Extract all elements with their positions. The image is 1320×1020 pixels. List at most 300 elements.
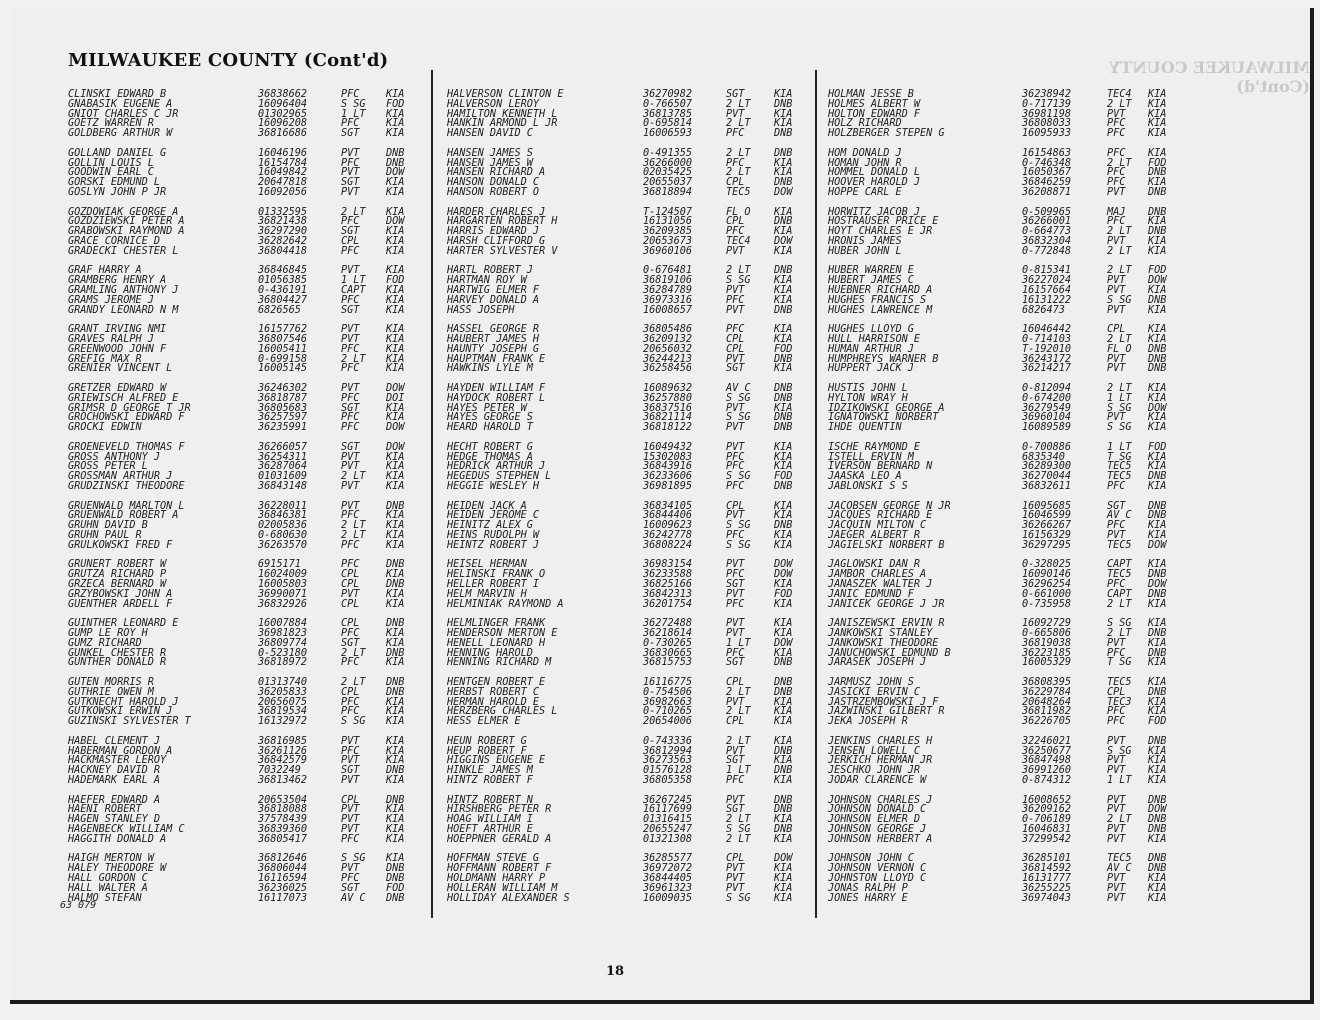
roster-rank: 2 LT (341, 647, 366, 659)
roster-name: HUBER JOHN L (828, 245, 902, 257)
roster-status: FOD (1148, 716, 1167, 728)
roster-status: KIA (774, 872, 793, 884)
roster-serial-number: 36258456 (643, 363, 693, 375)
roster-status: KIA (774, 284, 793, 296)
roster-name: JOHNSON DONALD C (828, 804, 927, 816)
roster-name: HALVERSON CLINTON E (447, 89, 564, 100)
roster-serial-number: 0-523180 (258, 647, 308, 659)
roster-rank: SGT (726, 755, 745, 767)
roster-status: KIA (386, 510, 405, 522)
roster-rank: AV C (1107, 510, 1132, 522)
roster-rank: PFC (1107, 480, 1126, 492)
roster-rank: CPL (341, 578, 360, 590)
roster-rank: 2 LT (1107, 627, 1132, 639)
roster-status: DNB (1148, 363, 1167, 375)
roster-rank: 1 LT (726, 637, 751, 649)
roster-serial-number: 36808395 (1022, 676, 1072, 688)
roster-group (828, 502, 1178, 561)
roster-status: KIA (774, 157, 793, 169)
roster-row (828, 423, 1178, 433)
roster-serial-number: 20655037 (643, 177, 693, 189)
roster-serial-number: 20653673 (643, 235, 693, 247)
roster-rank: AV C (1107, 863, 1132, 875)
roster-name: GRANT IRVING NMI (68, 324, 167, 336)
roster-group (447, 90, 809, 149)
roster-status: KIA (774, 500, 793, 512)
roster-rank: PFC (341, 157, 360, 169)
roster-rank: PVT (341, 500, 360, 512)
roster-row (828, 482, 1178, 492)
roster-row (68, 717, 418, 727)
roster-serial-number: 0-772848 (1022, 245, 1072, 257)
roster-name: JOHNSON CHARLES J (828, 794, 933, 806)
roster-serial-number: 16090146 (1022, 569, 1072, 581)
roster-status: DNB (774, 794, 793, 806)
roster-status: KIA (1148, 304, 1167, 316)
roster-rank: PVT (341, 186, 360, 198)
roster-serial-number: 36267245 (643, 794, 693, 806)
roster-serial-number: 36809774 (258, 637, 308, 649)
roster-serial-number: 36266001 (1022, 216, 1072, 228)
roster-rank: CPL (726, 177, 745, 189)
roster-serial-number: 36846845 (258, 265, 308, 277)
roster-status: DNB (1148, 647, 1167, 659)
roster-status: DNB (386, 676, 405, 688)
roster-serial-number: 01056385 (258, 275, 308, 287)
roster-status: DNB (774, 177, 793, 189)
roster-status: KIA (1148, 529, 1167, 541)
roster-group (68, 384, 418, 443)
roster-rank: TEC5 (1107, 471, 1132, 483)
roster-name: HORWITZ JACOB J (828, 206, 921, 218)
roster-row (828, 717, 1178, 727)
roster-name: GRAF HARRY A (68, 265, 142, 277)
roster-serial-number: 16046831 (1022, 823, 1072, 835)
roster-rank: 2 LT (1107, 157, 1132, 169)
roster-rank: TEC5 (1107, 676, 1132, 688)
roster-row (447, 600, 809, 610)
roster-rank: PVT (341, 333, 360, 345)
roster-rank: SGT (1107, 500, 1126, 512)
roster-rank: PVT (726, 745, 745, 757)
roster-serial-number: 36981198 (1022, 108, 1072, 120)
roster-rank: PVT (1107, 304, 1126, 316)
roster-group (447, 325, 809, 384)
roster-status: KIA (1148, 745, 1167, 757)
roster-rank: MAJ (1107, 206, 1126, 218)
roster-row (68, 541, 418, 551)
roster-status: KIA (774, 333, 793, 345)
roster-name: GROCHOWSKI EDWARD F (68, 412, 185, 424)
roster-serial-number: 36266267 (1022, 520, 1072, 532)
roster-group (828, 796, 1178, 855)
roster-serial-number: 36261126 (258, 745, 308, 757)
roster-rank: S SG (726, 539, 751, 551)
roster-serial-number: 36254311 (258, 451, 308, 463)
roster-name: GNIOT CHARLES C JR (68, 108, 179, 120)
roster-rank: 2 LT (726, 686, 751, 698)
roster-rank: S SG (726, 823, 751, 835)
roster-status: KIA (1148, 559, 1167, 571)
roster-status: DNB (774, 128, 793, 140)
roster-rank: PFC (726, 569, 745, 581)
roster-serial-number: 36806044 (258, 863, 308, 875)
roster-serial-number: 01313740 (258, 676, 308, 688)
roster-group (828, 737, 1178, 796)
roster-rank: PVT (1107, 892, 1126, 904)
roster-serial-number: 36285101 (1022, 853, 1072, 865)
roster-status: DNB (1148, 853, 1167, 865)
roster-status: KIA (386, 294, 405, 306)
roster-serial-number: 36238942 (1022, 89, 1072, 100)
roster-serial-number: 16046442 (1022, 324, 1072, 336)
roster-group (68, 796, 418, 855)
roster-serial-number: 36816985 (258, 735, 308, 747)
roster-rank: PFC (726, 774, 745, 786)
roster-name: HARGARTEN ROBERT H (447, 216, 558, 228)
roster-rank: PVT (341, 804, 360, 816)
roster-rank: 2 LT (726, 814, 751, 826)
roster-name: HOPPE CARL E (828, 186, 902, 198)
roster-status: KIA (774, 402, 793, 414)
roster-serial-number: 36208871 (1022, 186, 1072, 198)
roster-rank: SGT (341, 882, 360, 894)
roster-name: HAUNTY JOSEPH G (447, 343, 540, 355)
roster-rank: PVT (1107, 735, 1126, 747)
roster-rank: 1 LT (726, 765, 751, 777)
roster-status: DNB (774, 265, 793, 277)
roster-rank: TEC5 (1107, 853, 1132, 865)
roster-name: GROSS PETER L (68, 461, 148, 473)
roster-status: KIA (1148, 128, 1167, 140)
roster-status: DNB (1148, 823, 1167, 835)
roster-name: GOLDBERG ARTHUR W (68, 128, 173, 140)
roster-serial-number: 0-664773 (1022, 226, 1072, 238)
roster-name: HAWKINS LYLE M (447, 363, 533, 375)
roster-name: HACKMASTER LEROY (68, 755, 167, 767)
roster-name: JASICKI ERVIN C (828, 686, 921, 698)
roster-name: HASSEL GEORGE R (447, 324, 540, 336)
roster-serial-number: 16089632 (643, 382, 693, 394)
roster-rank: PVT (726, 618, 745, 630)
roster-rank: PVT (1107, 755, 1126, 767)
roster-status: KIA (774, 108, 793, 120)
roster-status: FOD (386, 275, 405, 287)
roster-name: JAASKA LEO A (828, 471, 902, 483)
roster-name: GORSKI EDMUND L (68, 177, 161, 189)
roster-status: KIA (1148, 177, 1167, 189)
roster-rank: 2 LT (726, 167, 751, 179)
roster-group (68, 619, 418, 678)
roster-rank: PFC (1107, 167, 1126, 179)
roster-serial-number: 36837516 (643, 402, 693, 414)
roster-status: DOW (774, 637, 793, 649)
roster-status: DNB (774, 480, 793, 492)
roster-status: KIA (386, 353, 405, 365)
roster-group (828, 149, 1178, 208)
roster-rank: SGT (341, 128, 360, 140)
roster-serial-number: 16089589 (1022, 422, 1072, 434)
roster-row (447, 482, 809, 492)
roster-rank: CPL (1107, 686, 1126, 698)
roster-name: HELMLINGER FRANK (447, 618, 546, 630)
roster-serial-number: 37299542 (1022, 833, 1072, 845)
roster-serial-number: 36229784 (1022, 686, 1072, 698)
roster-rank: PFC (341, 343, 360, 355)
roster-status: DOW (774, 569, 793, 581)
roster-rank: CPL (726, 343, 745, 355)
roster-name: HALL WALTER A (68, 882, 148, 894)
roster-serial-number: 16006593 (643, 128, 693, 140)
roster-rank: PVT (726, 402, 745, 414)
roster-group (68, 737, 418, 796)
roster-group (828, 325, 1178, 384)
roster-row (828, 129, 1178, 139)
roster-serial-number: 36834105 (643, 500, 693, 512)
roster-rank: 2 LT (1107, 814, 1132, 826)
roster-status: KIA (386, 755, 405, 767)
roster-rank: PFC (1107, 118, 1126, 130)
roster-name: HRONIS JAMES (828, 235, 902, 247)
roster-name: GOZDOWIAK GEORGE A (68, 206, 179, 218)
roster-name: JENSEN LOWELL C (828, 745, 921, 757)
roster-name: HEINS RUDOLPH W (447, 529, 540, 541)
roster-status: DOW (774, 186, 793, 198)
roster-serial-number: 36960104 (1022, 412, 1072, 424)
roster-name: GRACE CORNICE D (68, 235, 161, 247)
roster-rank: CPL (726, 216, 745, 228)
roster-rank: PFC (726, 529, 745, 541)
roster-serial-number: 16024009 (258, 569, 308, 581)
roster-serial-number: 36821438 (258, 216, 308, 228)
roster-name: JANUCHOWSKI EDMUND B (828, 647, 951, 659)
roster-serial-number: 0-754506 (643, 686, 693, 698)
page-edge-shadow (10, 1000, 1314, 1004)
bleed-through-title: MILWAUKEE COUNTY (Cont'd) (1108, 58, 1310, 96)
roster-serial-number: 16049432 (643, 441, 693, 453)
roster-status: DNB (386, 647, 405, 659)
roster-serial-number: 16007884 (258, 618, 308, 630)
roster-name: HOM DONALD J (828, 147, 902, 159)
roster-row (828, 364, 1178, 374)
roster-row (68, 600, 418, 610)
roster-rank: AV C (726, 382, 751, 394)
roster-serial-number: 01321308 (643, 833, 693, 845)
roster-status: KIA (386, 539, 405, 551)
roster-status: DNB (386, 765, 405, 777)
roster-name: HARTWIG ELMER F (447, 284, 540, 296)
roster-serial-number: 36285577 (643, 853, 693, 865)
roster-name: HELLER ROBERT I (447, 578, 540, 590)
roster-status: KIA (1148, 765, 1167, 777)
roster-status: KIA (386, 118, 405, 130)
roster-serial-number: 36808033 (1022, 118, 1072, 130)
roster-status: KIA (774, 882, 793, 894)
roster-status: DNB (386, 500, 405, 512)
roster-serial-number: 36279549 (1022, 402, 1072, 414)
roster-status: FOD (1148, 441, 1167, 453)
roster-rank: S SG (1107, 745, 1132, 757)
roster-serial-number: 0-328025 (1022, 559, 1072, 571)
roster-rank: CPL (341, 598, 360, 610)
roster-rank: PVT (726, 353, 745, 365)
roster-serial-number: 16005411 (258, 343, 308, 355)
roster-group (68, 678, 418, 737)
roster-row (828, 894, 1178, 904)
roster-rank: PFC (341, 422, 360, 434)
roster-status: KIA (386, 304, 405, 316)
roster-rank: CPL (341, 569, 360, 581)
roster-status: DNB (1148, 735, 1167, 747)
roster-status: DOW (386, 422, 405, 434)
page-title: MILWAUKEE COUNTY (Cont'd) (68, 50, 389, 71)
roster-status: DOW (1148, 402, 1167, 414)
roster-name: JOHNSON HERBERT A (828, 833, 933, 845)
roster-serial-number: 36846381 (258, 510, 308, 522)
roster-rank: SGT (726, 804, 745, 816)
roster-serial-number: 0-674200 (1022, 392, 1072, 404)
roster-serial-number: 01031609 (258, 471, 308, 483)
column-divider (431, 70, 433, 918)
roster-status: KIA (1148, 872, 1167, 884)
roster-rank: PVT (1107, 412, 1126, 424)
roster-rank: 2 LT (726, 706, 751, 718)
roster-rank: PVT (1107, 794, 1126, 806)
roster-name: GRUENWALD MARLTON L (68, 500, 185, 512)
roster-row (68, 306, 418, 316)
roster-rank: PVT (1107, 882, 1126, 894)
roster-status: KIA (774, 245, 793, 257)
roster-name: HOLZ RICHARD (828, 118, 902, 130)
roster-name: GUTKNECHT HAROLD J (68, 696, 179, 708)
roster-group (68, 325, 418, 384)
roster-status: DNB (1148, 863, 1167, 875)
roster-rank: PVT (341, 735, 360, 747)
roster-row (447, 306, 809, 316)
roster-row (68, 658, 418, 668)
roster-status: DNB (774, 392, 793, 404)
roster-serial-number: 0-700886 (1022, 441, 1072, 453)
roster-status: KIA (774, 892, 793, 904)
roster-serial-number: 0-680630 (258, 529, 308, 541)
roster-name: HYLTON WRAY H (828, 392, 908, 404)
roster-rank: PFC (341, 294, 360, 306)
roster-name: GRETZER EDWARD W (68, 382, 167, 394)
roster-serial-number: 36270982 (643, 89, 693, 100)
roster-status: FOD (386, 98, 405, 110)
roster-name: GUZINSKI SYLVESTER T (68, 716, 191, 728)
roster-status: DNB (1148, 343, 1167, 355)
roster-serial-number: 36289300 (1022, 461, 1072, 473)
roster-status: DNB (774, 353, 793, 365)
roster-group (68, 854, 418, 913)
roster-status: DNB (774, 422, 793, 434)
roster-rank: PFC (1107, 578, 1126, 590)
roster-serial-number: 16009035 (643, 892, 693, 904)
roster-name: HOEPPNER GERALD A (447, 833, 552, 845)
roster-name: GRULKOWSKI FRED F (68, 539, 173, 551)
roster-group (68, 502, 418, 561)
roster-name: GROENEVELD THOMAS F (68, 441, 185, 453)
roster-name: HAENI ROBERT (68, 804, 142, 816)
roster-name: HELINSKI FRANK O (447, 569, 546, 581)
roster-name: GNABASIK EUGENE A (68, 98, 173, 110)
roster-status: DNB (1148, 206, 1167, 218)
roster-name: HEISEL HERMAN (447, 559, 527, 571)
roster-name: HAUBERT JAMES H (447, 333, 540, 345)
roster-serial-number: 36847498 (1022, 755, 1072, 767)
roster-rank: CAPT (1107, 559, 1132, 571)
roster-name: HEINTZ ROBERT J (447, 539, 540, 551)
roster-name: HEGGIE WESLEY H (447, 480, 540, 492)
roster-rank: PFC (341, 392, 360, 404)
roster-name: HOFFMANN ROBERT F (447, 863, 552, 875)
roster-name: GOSLYN JOHN P JR (68, 186, 167, 198)
roster-serial-number: 36228011 (258, 500, 308, 512)
roster-serial-number: 36209385 (643, 226, 693, 238)
roster-status: DOW (386, 167, 405, 179)
roster-serial-number: 16008657 (643, 304, 693, 316)
roster-rank: SGT (726, 89, 745, 100)
roster-name: JANIC EDMUND F (828, 588, 914, 600)
roster-rank: PVT (1107, 275, 1126, 287)
roster-rank: SGT (341, 402, 360, 414)
roster-name: HARTMAN ROY W (447, 275, 527, 287)
roster-rank: 2 LT (1107, 382, 1132, 394)
roster-row (447, 658, 809, 668)
roster-serial-number: 01302965 (258, 108, 308, 120)
roster-name: HERZBERG CHARLES L (447, 706, 558, 718)
roster-status: KIA (386, 520, 405, 532)
roster-group (68, 149, 418, 208)
roster-serial-number: 32246021 (1022, 735, 1072, 747)
roster-status: DOW (1148, 539, 1167, 551)
roster-status: KIA (774, 706, 793, 718)
roster-rank: 2 LT (726, 118, 751, 130)
roster-rank: PFC (1107, 147, 1126, 159)
roster-rank: PFC (341, 89, 360, 100)
roster-status: KIA (1148, 706, 1167, 718)
roster-rank: TEC5 (1107, 539, 1132, 551)
roster-status: KIA (386, 529, 405, 541)
roster-serial-number: 02005836 (258, 520, 308, 532)
roster-name: HEIDEN JEROME C (447, 510, 540, 522)
roster-rank: PVT (341, 265, 360, 277)
roster-status: FOD (774, 343, 793, 355)
roster-row (68, 129, 418, 139)
roster-serial-number: 0-491355 (643, 147, 693, 159)
roster-rank: PVT (1107, 284, 1126, 296)
roster-status: KIA (386, 186, 405, 198)
roster-name: GOETZ WARREN R (68, 118, 154, 130)
roster-name: HUPPERT JACK J (828, 363, 914, 375)
roster-group (68, 208, 418, 267)
roster-rank: PFC (341, 559, 360, 571)
roster-serial-number: 36805358 (643, 774, 693, 786)
roster-serial-number: 36266057 (258, 441, 308, 453)
roster-status: KIA (774, 441, 793, 453)
roster-status: DOW (386, 216, 405, 228)
roster-serial-number: 36821114 (643, 412, 693, 424)
roster-serial-number: 36813462 (258, 774, 308, 786)
roster-serial-number: 36233588 (643, 569, 693, 581)
roster-serial-number: 36255225 (1022, 882, 1072, 894)
roster-name: HUGHES LLOYD G (828, 324, 914, 336)
roster-status: DNB (386, 872, 405, 884)
roster-rank: PVT (726, 245, 745, 257)
roster-serial-number: 36981823 (258, 627, 308, 639)
roster-row (68, 482, 418, 492)
